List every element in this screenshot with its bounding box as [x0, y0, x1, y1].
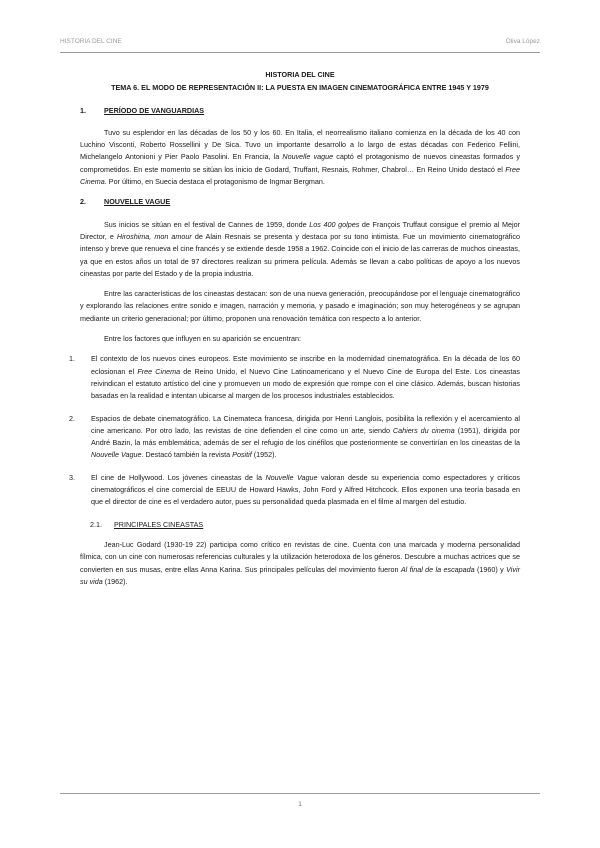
header-right: Oliva López — [505, 38, 540, 45]
list-number: 3. — [69, 472, 75, 482]
paragraph: Entre las características de los cineastas destacan: son de una nueva generación, preocupándose por el lenguaje cinematográfico y explorando las relaciones entre sonido e imagen, narración y memoria, y pasado e imaginación; son muy heterogéneos y se agrupan mediante un criterio generacional; por último, proponen una renovación temática con respecto a lo anterior. — [80, 289, 520, 323]
paragraph: Jean-Luc Godard (1930-19 22) participa como crítico en revistas de cine. Cuenta con una marcada y moderna personalidad fílmica, con un cine con numerosas referencias culturales y la utilización heterodoxa de los géneros. Descubre a muchas actrices que se convierten en sus musas, entre ellas Anna Karina. Sus principales películas del movimiento fueron Al final de la escapada (1960) y Vivir su vida (1962). — [80, 539, 520, 586]
list-number: 2. — [69, 413, 75, 423]
page-number: 1 — [298, 801, 302, 808]
list-item: 3. El cine de Hollywood. Los jóvenes cineastas de la Nouvelle Vague valoran desde su experiencia como espectadores y críticos cinematográficos el cine comercial de EEUU de Howard Hawks, John Ford y Alfred Hitchcock. Ellos exponen una teoría basada en que el director de cine es el verdadero autor, pues su personalidad queda plasmada en el filme al margen del estudio. — [69, 472, 521, 507]
list-number: 1. — [69, 354, 75, 364]
list-item: 2. Espacios de debate cinematográfico. La Cinemateca francesa, dirigida por Henri Langlois, posibilita la reflexión y el acercamiento al cine americano. Por otro lado, las revistas de cine defienden el cine como un arte, siendo Cahiers du cinema (1951), dirigida por André Bazin, la más emblemática, además de ser el refugio de los cinéfilos que posteriormente se convertirían en los cineastas de la Nouvelle Vague. Destacó también la revista Positif (1952). — [69, 413, 520, 460]
subsection-number: 2.1. — [90, 519, 102, 529]
footer-divider — [60, 793, 540, 794]
paragraph: Entre los factores que influyen en su aparición se encuentran: — [104, 334, 301, 344]
list-item: 1. El contexto de los nuevos cines europeos. Este movimiento se inscribe en la modernidad cinematográfica. En la década de los 60 eclosionan el Free Cinema de Reino Unido, el Nuevo Cine Latinoamericano y el Nuevo Cine de Europa del Este. Los cineastas reivindican el estatuto artístico del cine y promueven un modo de expresión que rompe con el cine clásico. Además, buscan historias basadas en la realidad e intentan ubicarse al margen de los procesos industriales establecidos. — [69, 354, 520, 401]
subsection-title: PRINCIPALES CINEASTAS — [114, 519, 204, 529]
document-body — [69, 66, 521, 596]
section-title: NOUVELLE VAGUE — [104, 197, 171, 207]
header-left: HISTORIA DEL CINE — [60, 38, 122, 45]
section-heading-2 — [80, 196, 520, 208]
document-subtitle: TEMA 6. EL MODO DE REPRESENTACIÓN II: LA PUESTA EN IMAGEN CINEMATOGRÁFICA ENTRE 1945 Y 1979 — [111, 83, 489, 93]
section-number: 1. — [80, 105, 86, 115]
subsection-heading — [90, 519, 520, 531]
section-number: 2. — [80, 197, 86, 207]
section-heading-1 — [80, 105, 520, 117]
header-divider — [60, 52, 540, 53]
paragraph: Sus inicios se sitúan en el festival de Cannes de 1959, donde Los 400 golpes de François Truffaut consigue el premio al Mejor Director, e Hiroshima, mon amour de Alain Resnais se presenta y destaca por su tono intimista. Fue un movimiento cinematográfico intenso y breve que renueva el cine francés y se extiende desde 1958 a 1962. Coincide con el inicio de las carreras de muchos cineastas, ya que en estos años un total de 97 directores realizan su primera película. Además se llevan a cabo políticas de apoyo a los nuevos cineastas por parte del Estado y de la propia industria. — [80, 219, 520, 278]
document-title: HISTORIA DEL CINE — [265, 70, 335, 79]
page-header — [60, 38, 540, 52]
paragraph: Tuvo su esplendor en las décadas de los 50 y los 60. En Italia, el neorrealismo italiano comienza en la década de los 40 con Luchino Visconti, Roberto Rossellini y De Sica. Tuvo un importante desarrollo a lo largo de estas décadas con Federico Fellini, Michelangelo Antonioni y Pier Paolo Pasolini. En Francia, la Nouvelle vague captó el protagonismo de nuevos cineastas formados y comprometidos. En este momento se sitúan los inicio de Godard, Truffant, Resnais, Rohmer, Chabrol… En Reino Unido destacó el Free Cinema. Por último, en Suecia destaca el protagonismo de Ingmar Bergman. — [80, 127, 520, 187]
section-title: PERÍODO DE VANGUARDIAS — [104, 105, 205, 115]
